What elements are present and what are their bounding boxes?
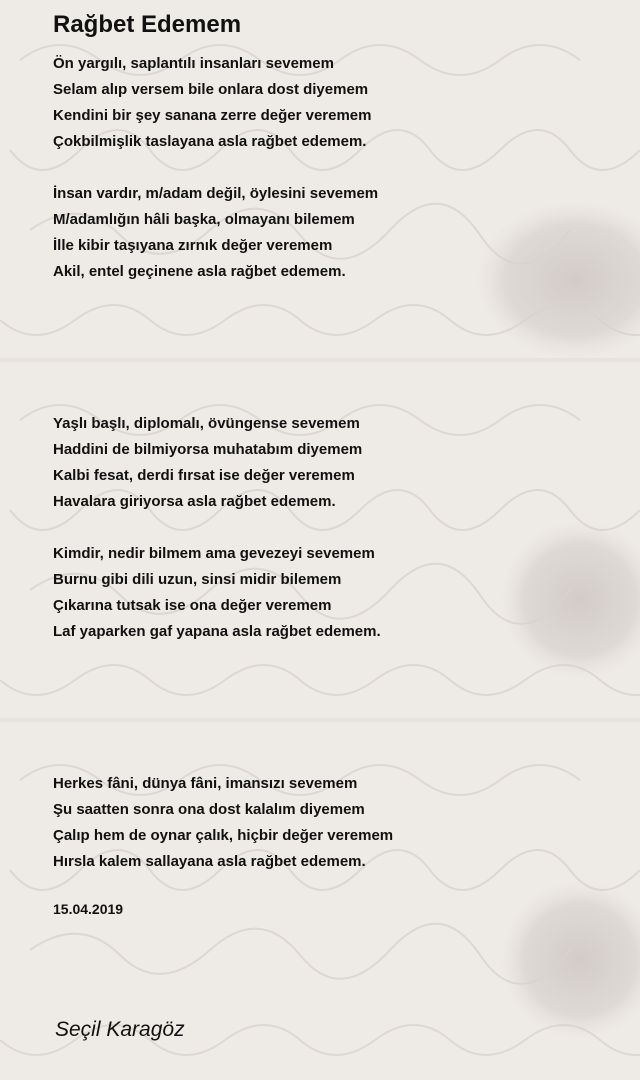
poem-line: Herkes fâni, dünya fâni, imansızı sevemem [53,775,358,792]
poem-line: Kendini bir şey sanana zerre değer veremem [53,107,372,124]
stanza-3 [53,411,362,515]
poem-line: Haddini de bilmiyorsa muhatabım diyemem [53,441,363,458]
stanza-1 [53,51,371,155]
poem-line: Kalbi fesat, derdi fırsat ise değer veremem [53,467,355,484]
stanza-2 [53,181,378,285]
poem-line: Ön yargılı, saplantılı insanları sevemem [53,55,334,72]
poem-line: Şu saatten sonra ona dost kalalım diyemem [53,801,365,818]
poem-line: İlle kibir taşıyana zırnık değer veremem [53,237,333,254]
author-name: Seçil Karagöz [55,1018,185,1041]
poem-line: Havalara giriyorsa asla rağbet edemem. [53,493,336,510]
poem-line: Burnu gibi dili uzun, sinsi midir bilemem [53,571,342,588]
poem-line: Kimdir, nedir bilmem ama gevezeyi sevemem [53,545,375,562]
poem-line: İnsan vardır, m/adam değil, öylesini sevemem [53,185,379,202]
poem-line: Çokbilmişlik taslayana asla rağbet edemem. [53,133,367,150]
poem-line: Hırsla kalem sallayana asla rağbet edemem. [53,853,366,870]
poem-date: 15.04.2019 [53,901,124,917]
poem-line: Selam alıp versem bile onlara dost diyemem [53,81,369,98]
stanza-5 [53,771,393,875]
poem-line: Çıkarına tutsak ise ona değer veremem [53,597,332,614]
poem-line: Çalıp hem de oynar çalık, hiçbir değer veremem [53,827,394,844]
poem-line: Akil, entel geçinene asla rağbet edemem. [53,263,346,280]
poem-line: M/adamlığın hâli başka, olmayanı bilemem [53,211,355,228]
poem-title: Rağbet Edemem [53,11,242,38]
poem-line: Laf yaparken gaf yapana asla rağbet edemem. [53,623,381,640]
stanza-4 [53,541,381,645]
poem-line: Yaşlı başlı, diplomalı, övüngense sevemem [53,415,360,432]
